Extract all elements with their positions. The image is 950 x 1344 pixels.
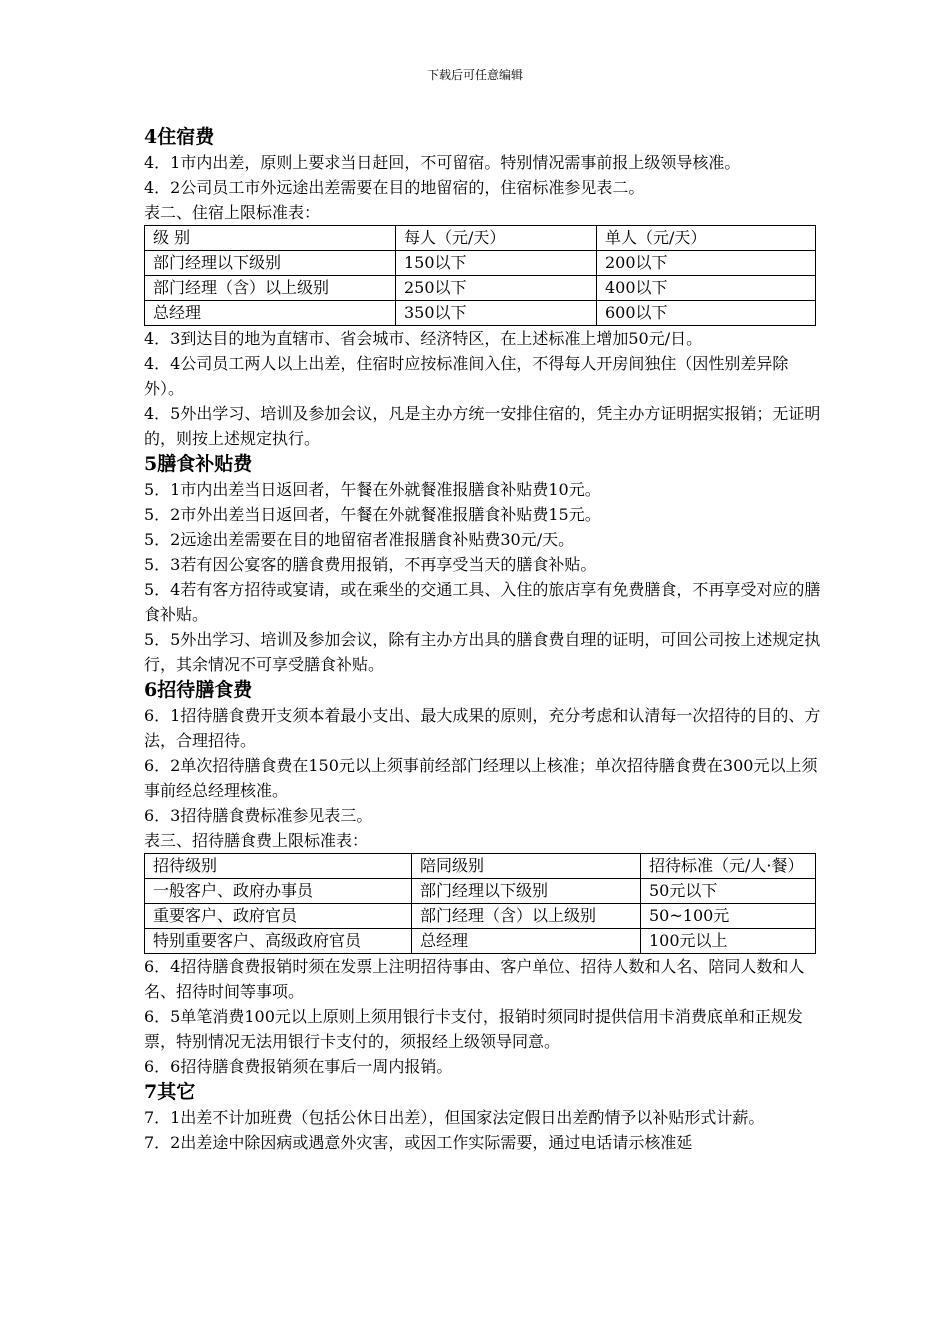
paragraph-5-2a: 5．2市外出差当日返回者，午餐在外就餐准报膳食补贴费15元。: [144, 505, 601, 524]
table-cell: 级 别: [145, 226, 396, 251]
table-cell: 总经理: [412, 929, 641, 954]
paragraph-6-5: 6．5单笔消费100元以上原则上须用银行卡支付，报销时须同时提供信用卡消费底单和正规发票，特别情况无法用银行卡支付的，须报经上级领导同意。: [144, 1007, 803, 1051]
table-row: [145, 226, 816, 251]
table-cell: 部门经理（含）以上级别: [145, 276, 396, 301]
paragraph-5-5: 5．5外出学习、培训及参加会议，除有主办方出具的膳食费自理的证明，可回公司按上述规定执行，其余情况不可享受膳食补贴。: [144, 630, 821, 674]
table-cell: 总经理: [145, 301, 396, 326]
entertainment-limit-table: [144, 853, 816, 954]
section-5-title: 5膳食补贴费: [144, 453, 253, 475]
paragraph-4-4: 4．4公司员工两人以上出差，住宿时应按标准间入住，不得每人开房间独住（因性别差异除外）。: [144, 354, 789, 398]
paragraph-5-1: 5．1市内出差当日返回者，午餐在外就餐准报膳食补贴费10元。: [144, 480, 601, 499]
table-cell: 250以下: [396, 276, 597, 301]
table-2-caption: 表二、住宿上限标准表：: [144, 203, 321, 222]
table-cell: 600以下: [597, 301, 816, 326]
section-6-title: 6招待膳食费: [144, 679, 253, 701]
table-row: [145, 879, 816, 904]
page-header: 下载后可任意编辑: [426, 68, 523, 82]
paragraph-5-2b: 5．2远途出差需要在目的地留宿者准报膳食补贴费30元/天。: [144, 530, 575, 549]
table-row: [145, 929, 816, 954]
paragraph-4-2: 4．2公司员工市外远途出差需要在目的地留宿的，住宿标准参见表二。: [144, 178, 645, 197]
paragraph-6-6: 6．6招待膳食费报销须在事后一周内报销。: [144, 1057, 453, 1076]
table-cell: 部门经理（含）以上级别: [412, 904, 641, 929]
table-cell: 100元以上: [641, 929, 816, 954]
document-body: [144, 124, 824, 1155]
table-cell: 部门经理以下级别: [412, 879, 641, 904]
paragraph-4-5: 4．5外出学习、培训及参加会议，凡是主办方统一安排住宿的，凭主办方证明据实报销；无证明的，则按上述规定执行。: [144, 404, 821, 448]
paragraph-4-1: 4．1市内出差，原则上要求当日赶回，不可留宿。特别情况需事前报上级领导核准。: [144, 153, 741, 172]
paragraph-5-3: 5．3若有因公宴客的膳食费用报销，不再享受当天的膳食补贴。: [144, 555, 597, 574]
table-cell: 一般客户、政府办事员: [145, 879, 412, 904]
table-row: [145, 904, 816, 929]
section-4-title: 4住宿费: [144, 126, 215, 148]
table-cell: 部门经理以下级别: [145, 251, 396, 276]
section-7-title: 7其它: [144, 1081, 196, 1103]
table-row: [145, 301, 816, 326]
paragraph-7-1: 7．1出差不计加班费（包括公休日出差），但国家法定假日出差酌情予以补贴形式计薪。: [144, 1108, 765, 1127]
table-cell: 150以下: [396, 251, 597, 276]
table-row: [145, 276, 816, 301]
table-cell: 单人（元/天）: [597, 226, 816, 251]
table-row: [145, 854, 816, 879]
table-cell: 特别重要客户、高级政府官员: [145, 929, 412, 954]
table-cell: 招待标准（元/人·餐）: [641, 854, 816, 879]
lodging-limit-table: [144, 225, 816, 326]
table-3-caption: 表三、招待膳食费上限标准表：: [144, 831, 369, 850]
paragraph-5-4: 5．4若有客方招待或宴请，或在乘坐的交通工具、入住的旅店享有免费膳食，不再享受对应的膳食补贴。: [144, 580, 821, 624]
table-cell: 50元以下: [641, 879, 816, 904]
paragraph-6-2: 6．2单次招待膳食费在150元以上须事前经部门经理以上核准；单次招待膳食费在300元以上须事前经总经理核准。: [144, 756, 818, 800]
table-cell: 陪同级别: [412, 854, 641, 879]
table-cell: 350以下: [396, 301, 597, 326]
table-row: [145, 251, 816, 276]
table-cell: 每人（元/天）: [396, 226, 597, 251]
table-cell: 200以下: [597, 251, 816, 276]
paragraph-6-3: 6．3招待膳食费标准参见表三。: [144, 806, 373, 825]
table-cell: 50~100元: [641, 904, 816, 929]
paragraph-6-1: 6．1招待膳食费开支须本着最小支出、最大成果的原则，充分考虑和认清每一次招待的目的、方法，合理招待。: [144, 706, 821, 750]
paragraph-6-4: 6．4招待膳食费报销时须在发票上注明招待事由、客户单位、招待人数和人名、陪同人数和人名、招待时间等事项。: [144, 957, 805, 1001]
table-cell: 招待级别: [145, 854, 412, 879]
table-cell: 重要客户、政府官员: [145, 904, 412, 929]
paragraph-4-3: 4．3到达目的地为直辖市、省会城市、经济特区，在上述标准上增加50元/日。: [144, 329, 703, 348]
paragraph-7-2: 7．2出差途中除因病或遇意外灾害，或因工作实际需要，通过电话请示核准延: [144, 1133, 693, 1152]
table-cell: 400以下: [597, 276, 816, 301]
